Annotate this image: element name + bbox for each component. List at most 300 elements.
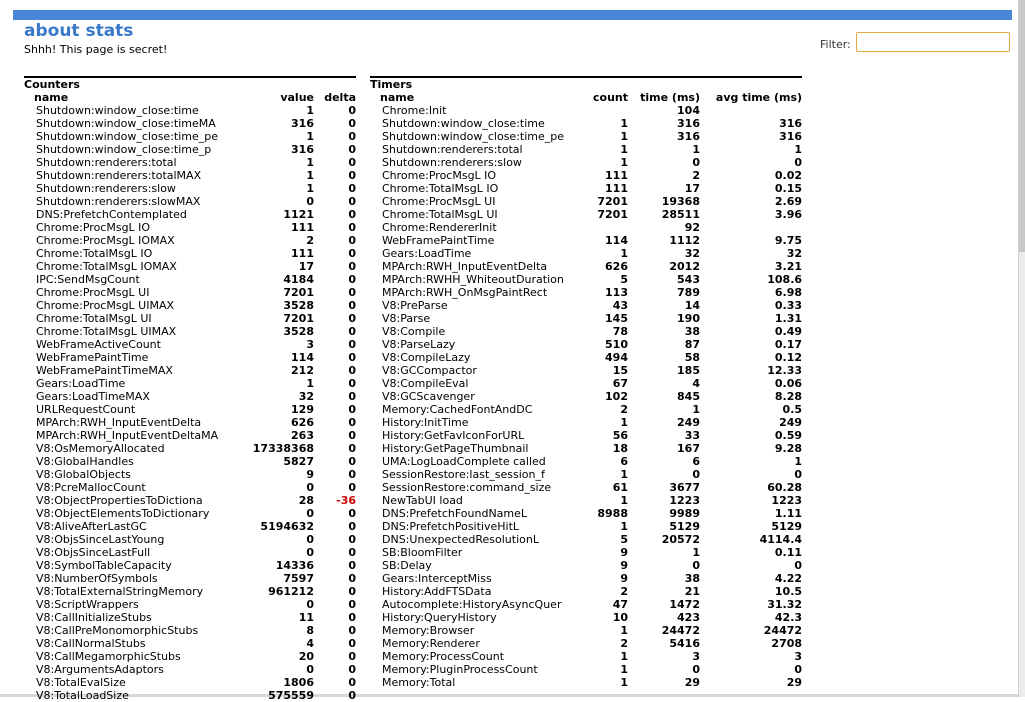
timer-row bbox=[370, 468, 802, 481]
counter-row-name: V8:CallInitializeStubs bbox=[36, 611, 152, 624]
counter-row-name: Gears:LoadTimeMAX bbox=[36, 390, 150, 403]
timer-row-name: Memory:Total bbox=[382, 676, 456, 689]
timer-row-time: 2 bbox=[692, 169, 700, 182]
counter-row-name: Chrome:TotalMsgL UIMAX bbox=[36, 325, 177, 338]
timer-row-time: 104 bbox=[677, 104, 700, 117]
counter-row-value: 17 bbox=[298, 260, 314, 273]
counter-row-delta: 0 bbox=[348, 299, 357, 312]
counter-row-name: WebFramePaintTime bbox=[36, 351, 149, 364]
timer-row-name: Chrome:ProcMsgL UI bbox=[382, 195, 496, 208]
counter-row-value: 114 bbox=[291, 351, 314, 364]
timer-row-count: 9 bbox=[620, 546, 628, 559]
timer-row-name: Chrome:TotalMsgL IO bbox=[382, 182, 499, 195]
timers-body bbox=[370, 104, 802, 689]
counter-row-delta: 0 bbox=[348, 637, 357, 650]
timer-row-time: 0 bbox=[692, 663, 700, 676]
counter-row-delta: 0 bbox=[348, 195, 357, 208]
counter-row bbox=[24, 520, 356, 533]
timer-row bbox=[370, 234, 802, 247]
timer-row-avg: 0.59 bbox=[774, 429, 803, 442]
counter-row-delta: 0 bbox=[348, 689, 357, 702]
timer-row-time: 3 bbox=[692, 650, 700, 663]
timer-row-time: 92 bbox=[684, 221, 700, 234]
counter-row-delta: 0 bbox=[348, 390, 357, 403]
timer-row-time: 38 bbox=[684, 325, 700, 338]
counter-row bbox=[24, 455, 356, 468]
counter-row bbox=[24, 195, 356, 208]
timer-row-count: 510 bbox=[605, 338, 628, 351]
counter-row-value: 263 bbox=[291, 429, 314, 442]
counter-row-delta: 0 bbox=[348, 533, 357, 546]
timer-row-count: 15 bbox=[612, 364, 628, 377]
timer-row-time: 1112 bbox=[669, 234, 700, 247]
counter-row-delta: 0 bbox=[348, 117, 357, 130]
counter-row-name: V8:AliveAfterLastGC bbox=[36, 520, 147, 533]
counter-row-name: V8:CallNormalStubs bbox=[36, 637, 146, 650]
timer-row-count: 1 bbox=[620, 156, 628, 169]
timer-row-count: 1 bbox=[620, 650, 628, 663]
timer-row-time: 249 bbox=[677, 416, 700, 429]
timer-row-avg: 60.28 bbox=[767, 481, 803, 494]
timer-row bbox=[370, 325, 802, 338]
counter-row-name: V8:SymbolTableCapacity bbox=[36, 559, 172, 572]
counter-row bbox=[24, 572, 356, 585]
timer-row-avg: 1223 bbox=[771, 494, 803, 507]
timer-row-count: 2 bbox=[620, 585, 628, 598]
timer-row-avg: 0 bbox=[794, 663, 803, 676]
timer-row-name: Shutdown:renderers:total bbox=[382, 143, 523, 156]
counter-row bbox=[24, 598, 356, 611]
timer-row bbox=[370, 208, 802, 221]
timer-row-time: 21 bbox=[684, 585, 700, 598]
counter-row bbox=[24, 325, 356, 338]
timer-row-avg: 1 bbox=[794, 455, 803, 468]
timer-row-avg: 6.98 bbox=[774, 286, 803, 299]
counter-row bbox=[24, 247, 356, 260]
timer-row bbox=[370, 533, 802, 546]
counter-row-value: 0 bbox=[306, 507, 314, 520]
timer-row-avg: 0.12 bbox=[774, 351, 803, 364]
counter-row bbox=[24, 546, 356, 559]
timer-row-avg: 0 bbox=[794, 156, 803, 169]
counter-row bbox=[24, 364, 356, 377]
counter-row-name: MPArch:RWH_InputEventDeltaMA bbox=[36, 429, 219, 442]
counter-row bbox=[24, 442, 356, 455]
counter-row-value: 9 bbox=[306, 468, 314, 481]
timer-row bbox=[370, 637, 802, 650]
counter-row-value: 0 bbox=[306, 195, 314, 208]
timer-row-avg: 0 bbox=[794, 559, 803, 572]
timer-row-count: 1 bbox=[620, 520, 628, 533]
timer-row-avg: 0.06 bbox=[774, 377, 803, 390]
timer-row-name: MPArch:RWHH_WhiteoutDuration bbox=[382, 273, 564, 286]
counter-row-value: 0 bbox=[306, 546, 314, 559]
counter-row-delta: 0 bbox=[348, 169, 357, 182]
timer-row bbox=[370, 494, 802, 507]
counter-row-name: V8:PcreMallocCount bbox=[36, 481, 146, 494]
timer-row-name: V8:PreParse bbox=[382, 299, 448, 312]
timer-row-count: 18 bbox=[612, 442, 628, 455]
counter-row-delta: 0 bbox=[348, 377, 357, 390]
counter-row-value: 20 bbox=[298, 650, 314, 663]
counter-row-value: 8 bbox=[306, 624, 314, 637]
timer-row-time: 6 bbox=[692, 455, 700, 468]
timer-row bbox=[370, 520, 802, 533]
timer-row-avg: 2.69 bbox=[774, 195, 803, 208]
counter-row bbox=[24, 156, 356, 169]
counter-row bbox=[24, 689, 356, 702]
counter-row bbox=[24, 494, 356, 507]
counter-row-value: 1 bbox=[306, 169, 314, 182]
timer-row-count: 43 bbox=[612, 299, 628, 312]
timer-row-count: 1 bbox=[620, 130, 628, 143]
counter-row-value: 111 bbox=[291, 247, 314, 260]
timer-row-count: 1 bbox=[620, 247, 628, 260]
timer-row-avg: 5129 bbox=[771, 520, 803, 533]
counter-row bbox=[24, 286, 356, 299]
timer-row-name: NewTabUI load bbox=[382, 494, 463, 507]
timer-row bbox=[370, 572, 802, 585]
counter-row-delta: 0 bbox=[348, 364, 357, 377]
counter-row-name: Chrome:TotalMsgL UI bbox=[36, 312, 152, 325]
timer-row-avg: 316 bbox=[779, 117, 803, 130]
timer-row-name: Chrome:ProcMsgL IO bbox=[382, 169, 497, 182]
counter-row-name: Shutdown:window_close:time_p bbox=[36, 143, 212, 156]
timer-row bbox=[370, 364, 802, 377]
timer-row-time: 1 bbox=[692, 546, 700, 559]
timer-row-avg: 31.32 bbox=[767, 598, 803, 611]
counter-row-name: V8:GlobalHandles bbox=[36, 455, 134, 468]
timer-row-count: 111 bbox=[605, 182, 628, 195]
timer-row-name: DNS:UnexpectedResolutionL bbox=[382, 533, 539, 546]
counter-row bbox=[24, 130, 356, 143]
timer-row-time: 0 bbox=[692, 559, 700, 572]
timer-row-time: 845 bbox=[677, 390, 700, 403]
timer-row-time: 543 bbox=[677, 273, 700, 286]
counter-row-name: V8:ScriptWrappers bbox=[36, 598, 139, 611]
timer-row bbox=[370, 169, 802, 182]
timer-row-time: 1472 bbox=[669, 598, 700, 611]
counter-row bbox=[24, 208, 356, 221]
timer-row bbox=[370, 247, 802, 260]
timer-row-time: 0 bbox=[692, 156, 700, 169]
counter-row bbox=[24, 299, 356, 312]
counter-row-value: 1 bbox=[306, 377, 314, 390]
timer-row-name: Chrome:RendererInit bbox=[382, 221, 497, 234]
timer-row-avg: 0.15 bbox=[774, 182, 803, 195]
timer-row bbox=[370, 481, 802, 494]
counter-row bbox=[24, 234, 356, 247]
timer-row-name: MPArch:RWH_InputEventDelta bbox=[382, 260, 548, 273]
timer-row-time: 2012 bbox=[669, 260, 700, 273]
counter-row-value: 1 bbox=[306, 130, 314, 143]
timer-row bbox=[370, 546, 802, 559]
timer-row-avg: 316 bbox=[779, 130, 803, 143]
counter-row bbox=[24, 117, 356, 130]
filter-label: Filter: bbox=[820, 38, 851, 51]
counter-row-value: 5194632 bbox=[260, 520, 314, 533]
timer-row-time: 185 bbox=[677, 364, 700, 377]
timer-row bbox=[370, 650, 802, 663]
timer-row-name: Memory:ProcessCount bbox=[382, 650, 505, 663]
counter-row-value: 5827 bbox=[283, 455, 314, 468]
timer-row bbox=[370, 416, 802, 429]
timer-row-avg: 4114.4 bbox=[759, 533, 803, 546]
counter-row-value: 17338368 bbox=[252, 442, 314, 455]
timer-row-count: 1 bbox=[620, 494, 628, 507]
counter-row-delta: 0 bbox=[348, 104, 357, 117]
counter-row-value: 0 bbox=[306, 533, 314, 546]
timer-row-avg bbox=[700, 104, 802, 117]
counter-row-delta: 0 bbox=[348, 338, 357, 351]
counter-row-value: 1 bbox=[306, 182, 314, 195]
counter-row bbox=[24, 624, 356, 637]
timer-row-avg: 3.96 bbox=[774, 208, 803, 221]
timer-row-name: History:InitTime bbox=[382, 416, 469, 429]
timer-row-name: DNS:PrefetchPositiveHitL bbox=[382, 520, 520, 533]
scrollbar-thumb[interactable] bbox=[1019, 0, 1025, 252]
timer-row-avg: 108.6 bbox=[767, 273, 803, 286]
counter-row-value: 7597 bbox=[283, 572, 314, 585]
counter-row-delta: 0 bbox=[348, 585, 357, 598]
timer-row-name: V8:GCCompactor bbox=[382, 364, 477, 377]
counter-row-delta: 0 bbox=[348, 468, 357, 481]
timer-row-count: 1 bbox=[620, 143, 628, 156]
timer-row-name: History:GetPageThumbnail bbox=[382, 442, 529, 455]
timer-row-count: 1 bbox=[620, 676, 628, 689]
timer-row-count: 1 bbox=[620, 663, 628, 676]
counter-row-name: Chrome:ProcMsgL IO bbox=[36, 221, 151, 234]
counter-row-name: V8:ArgumentsAdaptors bbox=[36, 663, 164, 676]
timer-row-count: 113 bbox=[605, 286, 628, 299]
timer-row bbox=[370, 377, 802, 390]
timer-row-time: 5416 bbox=[669, 637, 700, 650]
counter-row-delta: 0 bbox=[348, 221, 357, 234]
timer-row-avg: 9.28 bbox=[774, 442, 803, 455]
timer-row bbox=[370, 273, 802, 286]
counter-row bbox=[24, 169, 356, 182]
counters-name-header: name bbox=[34, 91, 69, 104]
timer-row bbox=[370, 611, 802, 624]
counter-row-delta: 0 bbox=[348, 429, 357, 442]
counter-row-name: V8:ObjsSinceLastYoung bbox=[36, 533, 165, 546]
timer-row-name: SessionRestore:command_size bbox=[382, 481, 552, 494]
timer-row bbox=[370, 286, 802, 299]
timer-row bbox=[370, 299, 802, 312]
counter-row bbox=[24, 429, 356, 442]
timer-row-avg: 0.11 bbox=[774, 546, 803, 559]
timer-row-name: V8:GCScavenger bbox=[382, 390, 475, 403]
timer-row-name: V8:CompileLazy bbox=[382, 351, 471, 364]
timer-row bbox=[370, 663, 802, 676]
timer-row-time: 1 bbox=[692, 143, 700, 156]
timer-row-time: 423 bbox=[677, 611, 700, 624]
counter-row-delta: 0 bbox=[348, 130, 357, 143]
timer-row-count: 47 bbox=[612, 598, 628, 611]
timer-row-time: 167 bbox=[677, 442, 700, 455]
counter-row bbox=[24, 143, 356, 156]
counter-row-name: IPC:SendMsgCount bbox=[36, 273, 140, 286]
timer-row-time: 32 bbox=[684, 247, 700, 260]
timer-row bbox=[370, 143, 802, 156]
timer-row-count: 111 bbox=[605, 169, 628, 182]
counter-row-delta: 0 bbox=[348, 598, 357, 611]
counter-row-name: Shutdown:window_close:timeMA bbox=[36, 117, 216, 130]
timer-row-count bbox=[582, 221, 628, 234]
counter-row-name: Chrome:TotalMsgL IO bbox=[36, 247, 153, 260]
filter-input[interactable] bbox=[856, 32, 1010, 52]
timer-row bbox=[370, 559, 802, 572]
counter-row-delta: 0 bbox=[348, 351, 357, 364]
counter-row-delta: -36 bbox=[336, 494, 357, 507]
timer-row-count: 56 bbox=[612, 429, 628, 442]
timer-row-count bbox=[582, 104, 628, 117]
timer-row-avg: 0 bbox=[794, 468, 803, 481]
timer-row-name: V8:Parse bbox=[382, 312, 431, 325]
timer-row-time: 190 bbox=[677, 312, 700, 325]
counter-row-value: 575559 bbox=[268, 689, 314, 702]
counter-row-delta: 0 bbox=[348, 416, 357, 429]
timer-row bbox=[370, 624, 802, 637]
counter-row-value: 1 bbox=[306, 104, 314, 117]
counter-row bbox=[24, 468, 356, 481]
timer-row-name: Memory:CachedFontAndDC bbox=[382, 403, 533, 416]
timer-row-time: 1223 bbox=[669, 494, 700, 507]
counter-row-name: Chrome:TotalMsgL IOMAX bbox=[36, 260, 177, 273]
counter-row bbox=[24, 403, 356, 416]
timer-row-count: 7201 bbox=[597, 195, 628, 208]
counter-row-value: 14336 bbox=[275, 559, 314, 572]
timer-row-time: 28511 bbox=[661, 208, 700, 221]
counter-row-delta: 0 bbox=[348, 156, 357, 169]
counter-row-delta: 0 bbox=[348, 273, 357, 286]
timers-heading: Timers bbox=[370, 78, 413, 91]
timer-row-count: 5 bbox=[620, 533, 628, 546]
counter-row-delta: 0 bbox=[348, 663, 357, 676]
counter-row-value: 0 bbox=[306, 481, 314, 494]
counter-row-name: Chrome:ProcMsgL IOMAX bbox=[36, 234, 175, 247]
counter-row-value: 111 bbox=[291, 221, 314, 234]
counter-row-delta: 0 bbox=[348, 481, 357, 494]
timer-row-count: 5 bbox=[620, 273, 628, 286]
counters-delta-header: delta bbox=[324, 91, 357, 104]
timers-avg-header: avg time (ms) bbox=[715, 91, 803, 104]
timer-row-name: Gears:LoadTime bbox=[382, 247, 472, 260]
counter-row bbox=[24, 585, 356, 598]
timer-row-name: Chrome:TotalMsgL UI bbox=[382, 208, 498, 221]
timers-name-header: name bbox=[380, 91, 415, 104]
counter-row-value: 316 bbox=[291, 143, 314, 156]
timer-row-time: 20572 bbox=[661, 533, 700, 546]
timer-row-avg: 1.31 bbox=[774, 312, 803, 325]
counter-row-delta: 0 bbox=[348, 208, 357, 221]
counter-row-value: 11 bbox=[298, 611, 314, 624]
timer-row-time: 29 bbox=[684, 676, 700, 689]
timer-row bbox=[370, 130, 802, 143]
timer-row-avg: 32 bbox=[786, 247, 803, 260]
timer-row-count: 1 bbox=[620, 468, 628, 481]
counters-body bbox=[24, 104, 356, 702]
page-title: about stats bbox=[24, 21, 134, 41]
counter-row-name: DNS:PrefetchContemplated bbox=[36, 208, 187, 221]
counter-row-value: 1 bbox=[306, 156, 314, 169]
timer-row-name: MPArch:RWH_OnMsgPaintRect bbox=[382, 286, 548, 299]
timer-row-avg: 0.5 bbox=[782, 403, 803, 416]
timer-row bbox=[370, 403, 802, 416]
timer-row-time: 14 bbox=[684, 299, 700, 312]
counter-row-value: 1806 bbox=[283, 676, 314, 689]
counter-row bbox=[24, 637, 356, 650]
timer-row-avg: 4.22 bbox=[774, 572, 803, 585]
counter-row-value: 4184 bbox=[283, 273, 314, 286]
timer-row-count: 6 bbox=[620, 455, 628, 468]
timer-row-time: 316 bbox=[677, 117, 700, 130]
timer-row-avg: 0.17 bbox=[774, 338, 803, 351]
timer-row-count: 10 bbox=[612, 611, 628, 624]
counter-row-value: 3528 bbox=[283, 325, 314, 338]
timer-row-count: 626 bbox=[605, 260, 628, 273]
timer-row-time: 19368 bbox=[661, 195, 700, 208]
timer-row bbox=[370, 117, 802, 130]
counter-row bbox=[24, 104, 356, 117]
counter-row bbox=[24, 507, 356, 520]
timer-row bbox=[370, 195, 802, 208]
timer-row-count: 9 bbox=[620, 559, 628, 572]
timer-row-time: 58 bbox=[684, 351, 700, 364]
timer-row-count: 1 bbox=[620, 117, 628, 130]
counter-row-value: 1121 bbox=[283, 208, 314, 221]
timer-row-name: Shutdown:renderers:slow bbox=[382, 156, 522, 169]
timer-row bbox=[370, 507, 802, 520]
timer-row-count: 1 bbox=[620, 624, 628, 637]
counter-row-delta: 0 bbox=[348, 403, 357, 416]
timer-row-avg: 0.02 bbox=[774, 169, 803, 182]
counter-row-delta: 0 bbox=[348, 676, 357, 689]
timers-time-header: time (ms) bbox=[640, 91, 700, 104]
timer-row-avg: 1 bbox=[794, 143, 803, 156]
timer-row-name: Chrome:Init bbox=[382, 104, 447, 117]
counter-row-name: Chrome:ProcMsgL UIMAX bbox=[36, 299, 175, 312]
timer-row-time: 17 bbox=[684, 182, 700, 195]
counter-row-name: Shutdown:window_close:time_pe bbox=[36, 130, 218, 143]
timer-row-avg: 0.33 bbox=[774, 299, 803, 312]
counter-row-value: 129 bbox=[291, 403, 314, 416]
counter-row-value: 32 bbox=[298, 390, 314, 403]
counter-row-value: 3 bbox=[306, 338, 314, 351]
timer-row-avg: 3 bbox=[794, 650, 803, 663]
timer-row bbox=[370, 585, 802, 598]
counter-row-name: V8:ObjectElementsToDictionary bbox=[36, 507, 210, 520]
counter-row-delta: 0 bbox=[348, 182, 357, 195]
counter-row-name: MPArch:RWH_InputEventDelta bbox=[36, 416, 202, 429]
counter-row bbox=[24, 533, 356, 546]
counter-row-value: 316 bbox=[291, 117, 314, 130]
counter-row-value: 961212 bbox=[268, 585, 314, 598]
counter-row-value: 4 bbox=[306, 637, 314, 650]
timer-row-name: V8:ParseLazy bbox=[382, 338, 456, 351]
timer-row-count: 2 bbox=[620, 403, 628, 416]
timer-row-avg: 0.49 bbox=[774, 325, 803, 338]
counter-row-delta: 0 bbox=[348, 325, 357, 338]
timer-row bbox=[370, 598, 802, 611]
counter-row-delta: 0 bbox=[348, 520, 357, 533]
counter-row-value: 3528 bbox=[283, 299, 314, 312]
timer-row-time: 33 bbox=[684, 429, 700, 442]
timer-row-count: 67 bbox=[612, 377, 628, 390]
timer-row-avg bbox=[700, 221, 802, 234]
counter-row bbox=[24, 312, 356, 325]
timer-row-name: Shutdown:window_close:time bbox=[382, 117, 545, 130]
